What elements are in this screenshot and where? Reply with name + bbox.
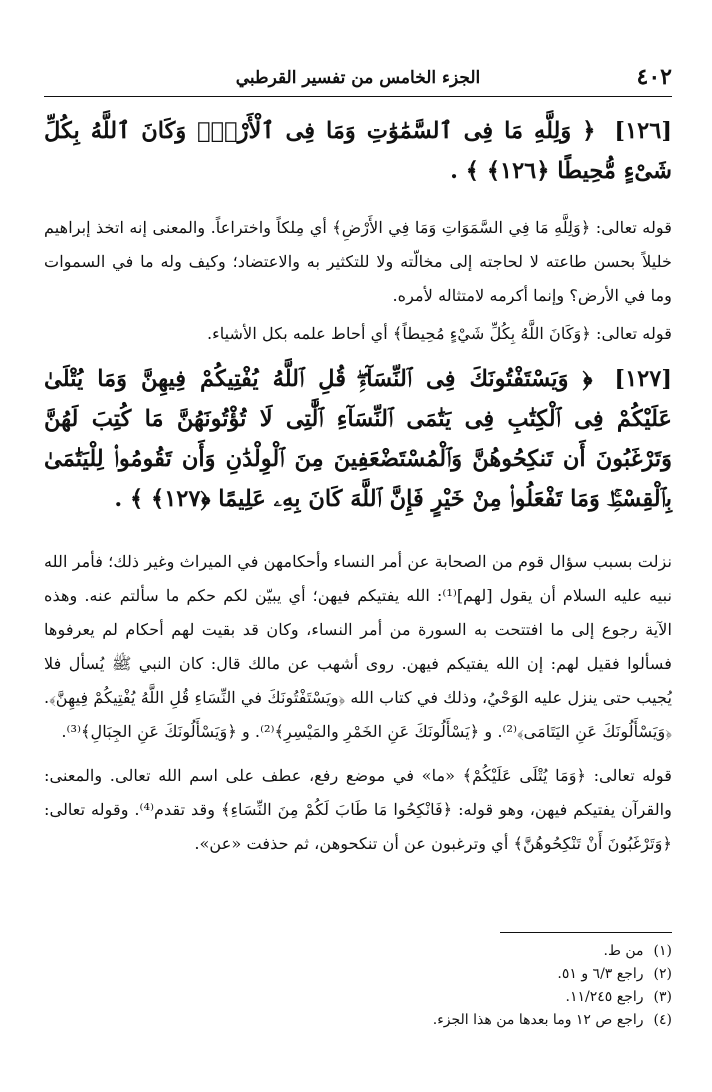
commentary-paragraph: قوله تعالى: ﴿وَلِلَّهِ مَا فِي السَّمَوَاتِ وَمَا فِي الأَرْضِ﴾ أي مِلكاً واختراعاً. والمعنى إنه اتخذ إبراهيم خليلاً بحسن طاعته لا لحاجته إلى مخالّته ولا للتكثير به والاعتضاد؛ وكيف وله ما في السموات وما في الأرض؟ وإنما أكرمه لامتثاله لأمره. [44, 218, 672, 305]
quran-verse-126 [44, 111, 672, 191]
footnote-number: (٢) [653, 966, 672, 982]
footnotes [44, 940, 672, 1032]
footnote [44, 1009, 672, 1032]
quran-verse-127 [44, 359, 672, 519]
footnote [44, 940, 672, 963]
footnote-text: راجع ص ١٢ وما بعدها من هذا الجزء. [432, 1012, 644, 1028]
footnote-text: راجع ٢٤٥/‏١١. [565, 989, 644, 1005]
verse-number: [١٢٧] [614, 366, 672, 392]
verse-number: [١٢٦] [614, 118, 672, 144]
footnote [44, 986, 672, 1009]
footnote-number: (٣) [653, 989, 672, 1005]
header-title: الجزء الخامس من تفسير القرطبي [235, 68, 481, 88]
footnote-number: (١) [653, 943, 672, 959]
commentary-paragraph: نزلت بسبب سؤال قوم من الصحابة عن أمر النساء وأحكامهن في الميراث وغير ذلك؛ فأمر الله نبيه عليه السلام أن يقول [لهم]⁽¹⁾: الله يفتيكم فيهن؛ أي يبيّن لكم حكم ما سألتم عنه. وهذه الآية رجوع إلى ما افتتحت به السورة من أمر النساء، وكان قد بقيت لهم أحكام لم يعرفوها فسألوا فقيل لهم: إن الله يفتيكم فيهن. روى أشهب عن مالك قال: كان النبي ﷺ يُسأل فلا يُجيب حتى ينزل عليه الوَحْيُ، وذلك في كتاب الله ﴿ويَسْتَفْتُونَكَ في النِّسَاءِ قُلِ اللَّهُ يُفْتِيكُمْ فِيهِنَّ﴾. ﴿وَيَسْأَلُونَكَ عَنِ اليَتَامَى﴾⁽²⁾. و ﴿يَسْأَلُونَكَ عَنِ الخَمْرِ والمَيْسِرِ﴾⁽²⁾. و ﴿وَيَسْأَلُونَكَ عَنِ الجِبَالِ﴾⁽³⁾. [44, 552, 672, 741]
footnote [44, 963, 672, 986]
footnote-text: راجع ٣/‏٦ و ٥١. [557, 966, 644, 982]
footnote-divider [500, 932, 672, 933]
footnote-text: من ط. [603, 943, 644, 959]
running-header [44, 56, 672, 97]
page-number: ٤٠٢ [636, 64, 672, 90]
book-page [44, 56, 672, 1056]
verse-text: ﴿ وَيَسْتَفْتُونَكَ فِى ٱلنِّسَآءِۖ قُلِ ٱللَّهُ يُفْتِيكُمْ فِيهِنَّ وَمَا يُتْلَىٰ عَلَيْكُمْ فِى ٱلْكِتَٰبِ فِى يَتَٰمَى ٱلنِّسَآءِ ٱلَّٰتِى لَا تُؤْتُونَهُنَّ مَا كُتِبَ لَهُنَّ وَتَرْغَبُونَ أَن تَنكِحُوهُنَّ وَٱلْمُسْتَضْعَفِينَ مِنَ ٱلْوِلْدَٰنِ وَأَن تَقُومُوا۟ لِلْيَتَٰمَىٰ بِٱلْقِسْطِۚ وَمَا تَفْعَلُوا۟ مِنْ خَيْرٍ فَإِنَّ ٱللَّهَ كَانَ بِهِۦ عَلِيمًا ﴿١٢٧﴾ ﴾ . [44, 366, 672, 512]
commentary-paragraph: قوله تعالى: ﴿وَمَا يُتْلَى عَلَيْكُمْ﴾ «ما» في موضع رفع، عطف على اسم الله تعالى. والمعنى: والقرآن يفتيكم فيهن، وهو قوله: ﴿فَانْكِحُوا مَا طَابَ لَكُمْ مِنَ النِّسَاءِ﴾ وقد تقدم⁽⁴⁾. وقوله تعالى: ﴿وَتَرْغَبُونَ أَنْ تَنْكِحُوهُنَّ﴾ أي وترغبون عن أن تنكحوهن، ثم حذفت «عن». [44, 766, 672, 853]
footnote-number: (٤) [653, 1012, 672, 1028]
commentary-paragraph: قوله تعالى: ﴿وَكَانَ اللَّهُ بِكُلِّ شَيْءٍ مُحِيطاً﴾ أي أحاط علمه بكل الأشياء. [206, 324, 672, 343]
verse-text: ﴿ وَلِلَّهِ مَا فِى ٱلسَّمَٰوَٰتِ وَمَا فِى ٱلْأَرْضِۚ وَكَانَ ٱللَّهُ بِكُلِّ شَىْءٍ مُّحِيطًا ﴿١٢٦﴾ ﴾ . [44, 118, 672, 184]
